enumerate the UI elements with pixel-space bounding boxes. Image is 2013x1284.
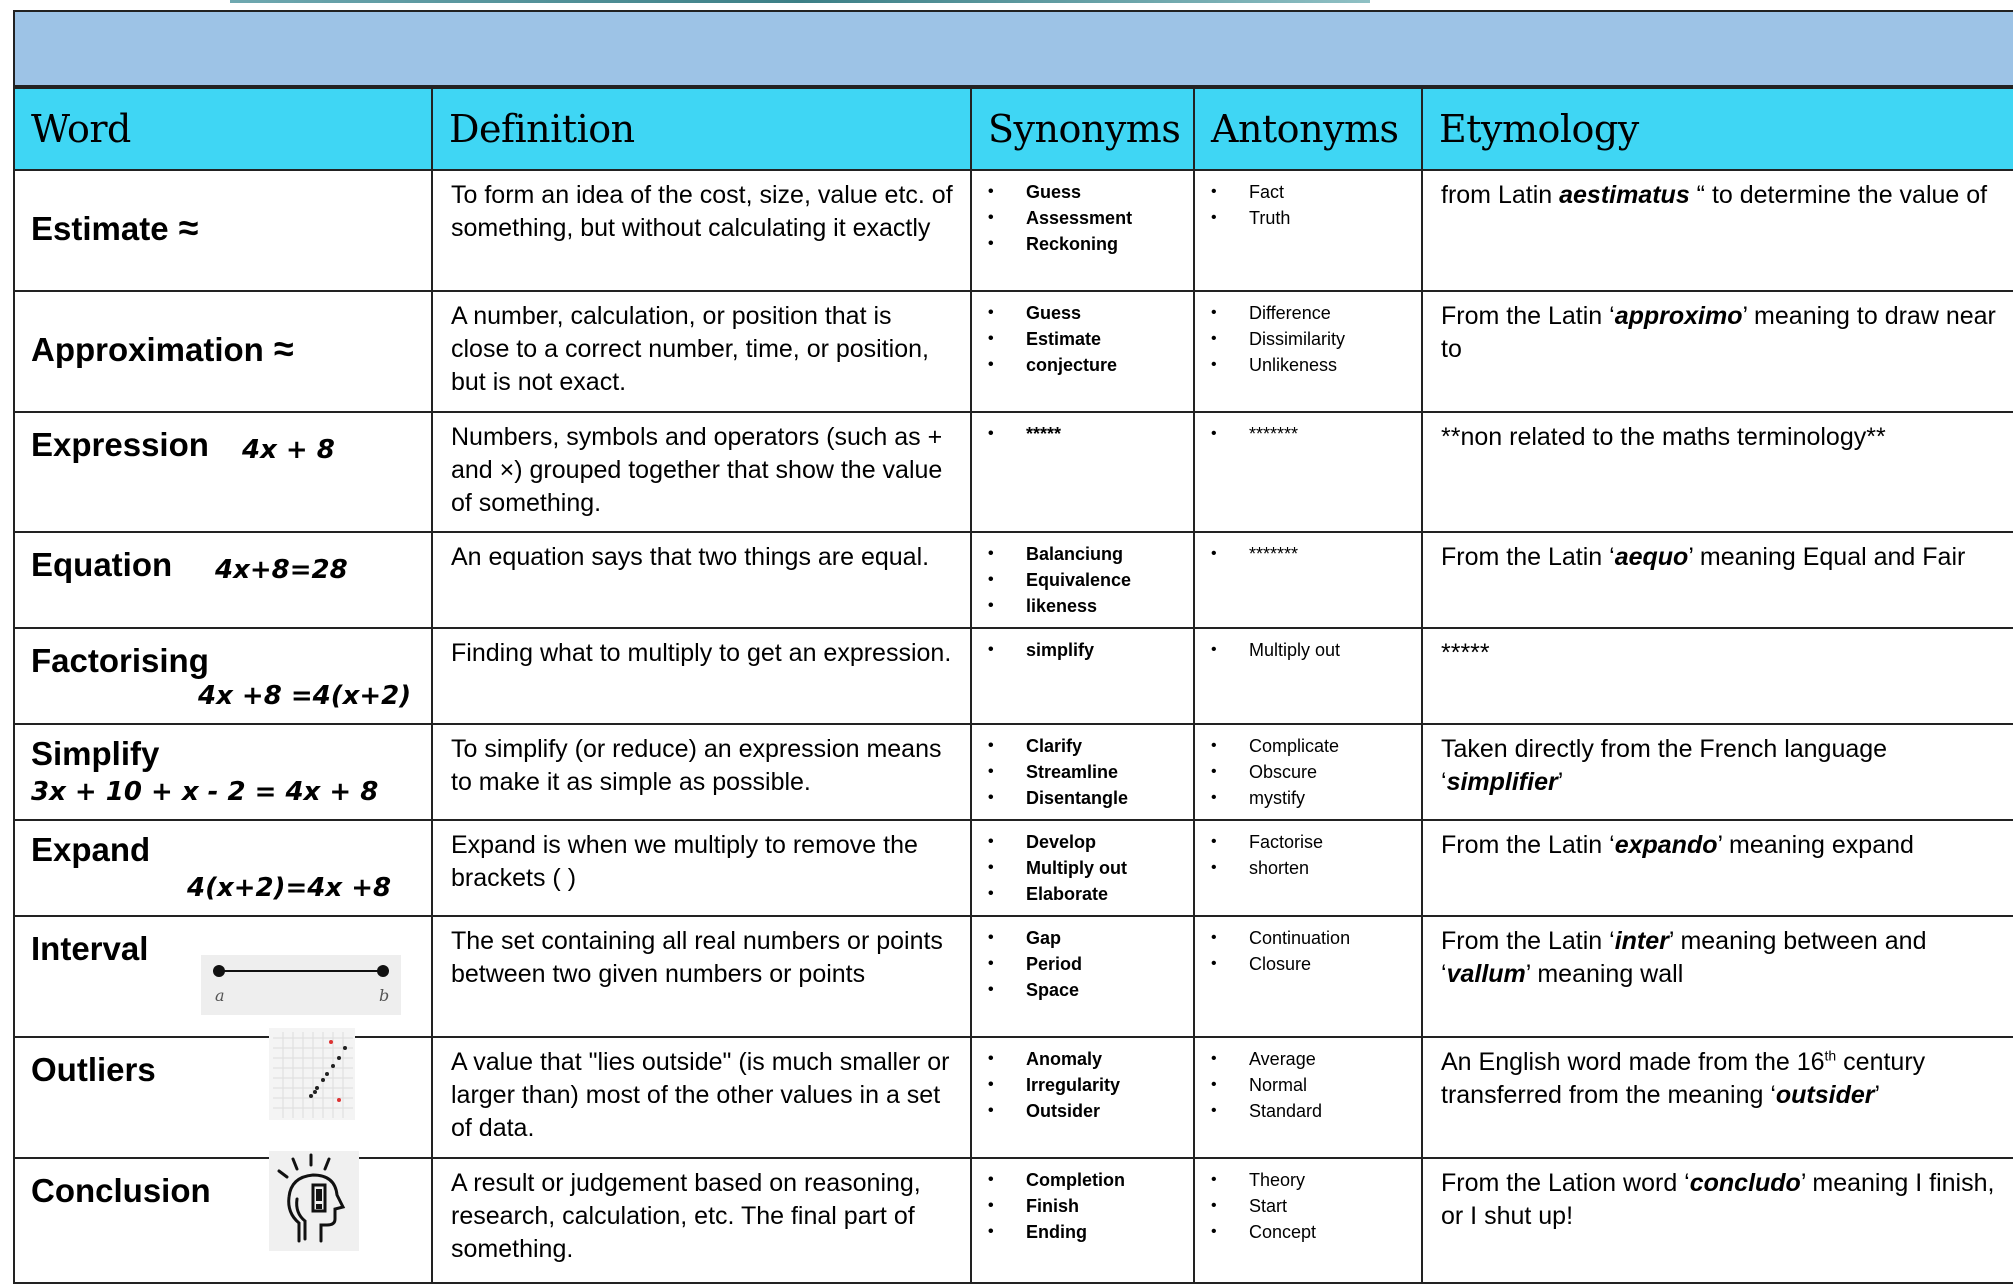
etymology-text: ’ xyxy=(1874,1081,1881,1109)
interval-label-a: a xyxy=(215,986,225,1005)
etymology-text: ’ meaning I finish, or I shut up! xyxy=(1441,1169,1995,1230)
synonym-item: • Equivalence xyxy=(986,567,1189,593)
etymology-text: Taken directly from the French language ‘ xyxy=(1441,735,1888,796)
etymology-text: ’ meaning between and ‘ xyxy=(1441,927,1927,988)
etymology-text: ***** xyxy=(1441,639,1490,667)
word-cell xyxy=(14,412,432,532)
synonyms-cell xyxy=(971,628,1194,724)
table-row xyxy=(14,724,2013,820)
etymology-cell xyxy=(1422,170,2013,291)
word-cell xyxy=(14,532,432,628)
antonyms-cell xyxy=(1194,170,1422,291)
definition-cell: Expand is when we multiply to remove the brackets ( ) xyxy=(432,820,971,916)
word-cell xyxy=(14,628,432,724)
antonyms-cell xyxy=(1194,532,1422,628)
interval-line-icon xyxy=(201,955,401,1015)
synonym-item: • Clarify xyxy=(986,733,1189,759)
antonyms-cell xyxy=(1194,628,1422,724)
term-word: Equation xyxy=(31,546,173,583)
etymology-term: expando xyxy=(1614,831,1718,859)
etymology-cell xyxy=(1422,820,2013,916)
synonym-item: • Guess xyxy=(986,300,1189,326)
synonyms-cell xyxy=(971,1158,1194,1283)
antonym-item: • mystify xyxy=(1209,785,1417,811)
etymology-text: From the Lation word ‘ xyxy=(1441,1169,1690,1197)
etymology-text: From the Latin ‘ xyxy=(1441,543,1615,571)
word-cell xyxy=(14,170,432,291)
etymology-cell xyxy=(1422,412,2013,532)
term-word: Simplify xyxy=(31,735,160,772)
etymology-text: ’ meaning to draw near to xyxy=(1441,302,1996,363)
term-word: Expression xyxy=(31,426,209,463)
top-decorative-strip xyxy=(230,0,1370,3)
term-word: Outliers xyxy=(31,1051,156,1088)
synonym-item: • Gap xyxy=(986,925,1189,951)
header-synonyms: Synonyms xyxy=(971,88,1194,170)
etymology-text: ’ xyxy=(1557,768,1564,796)
term-label: Estimate xyxy=(31,210,169,247)
etymology-superscript: th xyxy=(1824,1047,1837,1064)
etymology-term: inter xyxy=(1614,927,1669,955)
etymology-term: concludo xyxy=(1689,1169,1801,1197)
etymology-text: **non related to the maths terminology** xyxy=(1441,423,1886,451)
etymology-text: From the Latin ‘ xyxy=(1441,302,1615,330)
synonym-item: • Elaborate xyxy=(986,881,1189,907)
term-label: Approximation xyxy=(31,331,264,368)
antonyms-cell xyxy=(1194,1158,1422,1283)
formula-text: 4x +8 =4(x+2) xyxy=(198,681,412,711)
etymology-cell xyxy=(1422,1158,2013,1283)
antonym-item: • ******* xyxy=(1209,541,1417,567)
synonyms-cell xyxy=(971,724,1194,820)
antonym-item: • Normal xyxy=(1209,1072,1417,1098)
antonym-item: • Factorise xyxy=(1209,829,1417,855)
definition-cell: A value that "lies outside" (is much smaller or larger than) most of the other values in a set of data. xyxy=(432,1037,971,1158)
synonym-item: • Completion xyxy=(986,1167,1189,1193)
antonym-item: • Multiply out xyxy=(1209,637,1417,663)
definition-cell: Finding what to multiply to get an expression. xyxy=(432,628,971,724)
synonym-item: • Period xyxy=(986,951,1189,977)
synonym-item: • conjecture xyxy=(986,352,1189,378)
term-word: Interval xyxy=(31,930,149,967)
etymology-text: century transferred from the meaning ‘ xyxy=(1441,1048,1926,1109)
idea-head-icon xyxy=(269,1151,359,1251)
term-word: Factorising xyxy=(31,642,209,679)
etymology-text: ’ meaning wall xyxy=(1525,960,1684,988)
term-word xyxy=(31,207,198,249)
antonyms-cell xyxy=(1194,291,1422,412)
word-cell xyxy=(14,724,432,820)
interval-diagram xyxy=(201,955,401,1015)
term-word: Expand xyxy=(31,831,151,868)
etymology-term: vallum xyxy=(1446,960,1526,988)
antonym-item: • Dissimilarity xyxy=(1209,326,1417,352)
etymology-term: outsider xyxy=(1775,1081,1875,1109)
scatter-plot-icon xyxy=(269,1028,355,1120)
synonym-item: • Multiply out xyxy=(986,855,1189,881)
synonym-item: • Disentangle xyxy=(986,785,1189,811)
table-row xyxy=(14,291,2013,412)
word-cell xyxy=(14,291,432,412)
etymology-cell xyxy=(1422,916,2013,1037)
definition-cell: To form an idea of the cost, size, value etc. of something, but without calculating it exactly xyxy=(432,170,971,291)
etymology-text: “ to determine the value of xyxy=(1689,181,1988,209)
word-cell xyxy=(14,820,432,916)
header-word: Word xyxy=(14,88,432,170)
formula-text: 4x + 8 xyxy=(242,435,335,465)
formula-text: 4x+8=28 xyxy=(215,555,348,585)
antonyms-cell xyxy=(1194,412,1422,532)
header-etymology: Etymology xyxy=(1422,88,2013,170)
word-cell xyxy=(14,916,432,1037)
word-cell xyxy=(14,1037,432,1158)
etymology-cell xyxy=(1422,1037,2013,1158)
header-antonyms: Antonyms xyxy=(1194,88,1422,170)
antonym-item: • Concept xyxy=(1209,1219,1417,1245)
synonyms-cell xyxy=(971,170,1194,291)
antonyms-cell xyxy=(1194,916,1422,1037)
definition-cell: To simplify (or reduce) an expression means to make it as simple as possible. xyxy=(432,724,971,820)
table-row xyxy=(14,916,2013,1037)
synonyms-cell xyxy=(971,916,1194,1037)
synonym-item: • likeness xyxy=(986,593,1189,619)
definition-cell: An equation says that two things are equal. xyxy=(432,532,971,628)
table-row xyxy=(14,170,2013,291)
antonyms-cell xyxy=(1194,724,1422,820)
synonyms-cell xyxy=(971,532,1194,628)
definition-cell: Numbers, symbols and operators (such as + and ×) grouped together that show the value of something. xyxy=(432,412,971,532)
header-definition: Definition xyxy=(432,88,971,170)
approx-symbol: ≈ xyxy=(273,328,294,369)
antonyms-cell xyxy=(1194,820,1422,916)
table-row xyxy=(14,532,2013,628)
synonym-item: • Ending xyxy=(986,1219,1189,1245)
etymology-text: ’ meaning expand xyxy=(1717,831,1914,859)
synonyms-cell xyxy=(971,820,1194,916)
synonym-item: • simplify xyxy=(986,637,1189,663)
formula-text: 4(x+2)=4x +8 xyxy=(187,873,392,903)
synonym-item: • Space xyxy=(986,977,1189,1003)
antonym-item: • Continuation xyxy=(1209,925,1417,951)
definition-cell: A number, calculation, or position that is close to a correct number, time, or position, but is not exact. xyxy=(432,291,971,412)
antonym-item: • Closure xyxy=(1209,951,1417,977)
table-row xyxy=(14,412,2013,532)
interval-label-b: b xyxy=(379,986,390,1005)
antonyms-cell xyxy=(1194,1037,1422,1158)
etymology-term: approximo xyxy=(1614,302,1743,330)
etymology-text: from Latin xyxy=(1441,181,1560,209)
antonym-item: • Standard xyxy=(1209,1098,1417,1124)
antonym-item: • shorten xyxy=(1209,855,1417,881)
synonym-item: • Irregularity xyxy=(986,1072,1189,1098)
synonyms-cell xyxy=(971,1037,1194,1158)
header-band xyxy=(13,10,2013,87)
antonym-item: • Start xyxy=(1209,1193,1417,1219)
synonyms-cell xyxy=(971,412,1194,532)
antonym-item: • Difference xyxy=(1209,300,1417,326)
antonym-item: • Unlikeness xyxy=(1209,352,1417,378)
etymology-term: aestimatus xyxy=(1559,181,1690,209)
synonym-item: • Streamline xyxy=(986,759,1189,785)
synonym-item: • Outsider xyxy=(986,1098,1189,1124)
antonym-item: • ******* xyxy=(1209,421,1417,447)
approx-symbol: ≈ xyxy=(178,207,199,248)
etymology-cell xyxy=(1422,628,2013,724)
table-row xyxy=(14,1037,2013,1158)
etymology-text: ’ meaning Equal and Fair xyxy=(1688,543,1966,571)
antonym-item: • Fact xyxy=(1209,179,1417,205)
definition-text: A result or judgement based on reasoning, research, calculation, etc. The final part of something. xyxy=(451,1169,921,1263)
term-word: Conclusion xyxy=(31,1172,211,1209)
formula-text: 3x + 10 + x - 2 = 4x + 8 xyxy=(31,777,379,807)
synonym-item: • Assessment xyxy=(986,205,1189,231)
definition-cell xyxy=(432,1158,971,1283)
synonym-item: • Develop xyxy=(986,829,1189,855)
table-row xyxy=(14,1158,2013,1283)
word-cell xyxy=(14,1158,432,1283)
etymology-cell xyxy=(1422,291,2013,412)
etymology-term: simplifier xyxy=(1446,768,1558,796)
table-row xyxy=(14,820,2013,916)
synonym-item: • Reckoning xyxy=(986,231,1189,257)
etymology-text: From the Latin ‘ xyxy=(1441,927,1615,955)
synonym-item: • Estimate xyxy=(986,326,1189,352)
synonym-item: • ***** xyxy=(986,421,1189,447)
definition-cell: The set containing all real numbers or points between two given numbers or points xyxy=(432,916,971,1037)
synonym-item: • Balanciung xyxy=(986,541,1189,567)
vocabulary-table xyxy=(13,87,2013,1284)
synonym-item: • Anomaly xyxy=(986,1046,1189,1072)
antonym-item: • Complicate xyxy=(1209,733,1417,759)
antonym-item: • Average xyxy=(1209,1046,1417,1072)
synonyms-cell xyxy=(971,291,1194,412)
etymology-cell xyxy=(1422,724,2013,820)
synonym-item: • Finish xyxy=(986,1193,1189,1219)
etymology-term: aequo xyxy=(1614,543,1689,571)
term-word xyxy=(31,328,294,370)
etymology-cell xyxy=(1422,532,2013,628)
antonym-item: • Truth xyxy=(1209,205,1417,231)
table-row xyxy=(14,628,2013,724)
antonym-item: • Theory xyxy=(1209,1167,1417,1193)
etymology-text: From the Latin ‘ xyxy=(1441,831,1615,859)
etymology-text: An English word made from the 16 xyxy=(1441,1048,1825,1076)
antonym-item: • Obscure xyxy=(1209,759,1417,785)
table-header-row xyxy=(14,88,2013,170)
synonym-item: • Guess xyxy=(986,179,1189,205)
